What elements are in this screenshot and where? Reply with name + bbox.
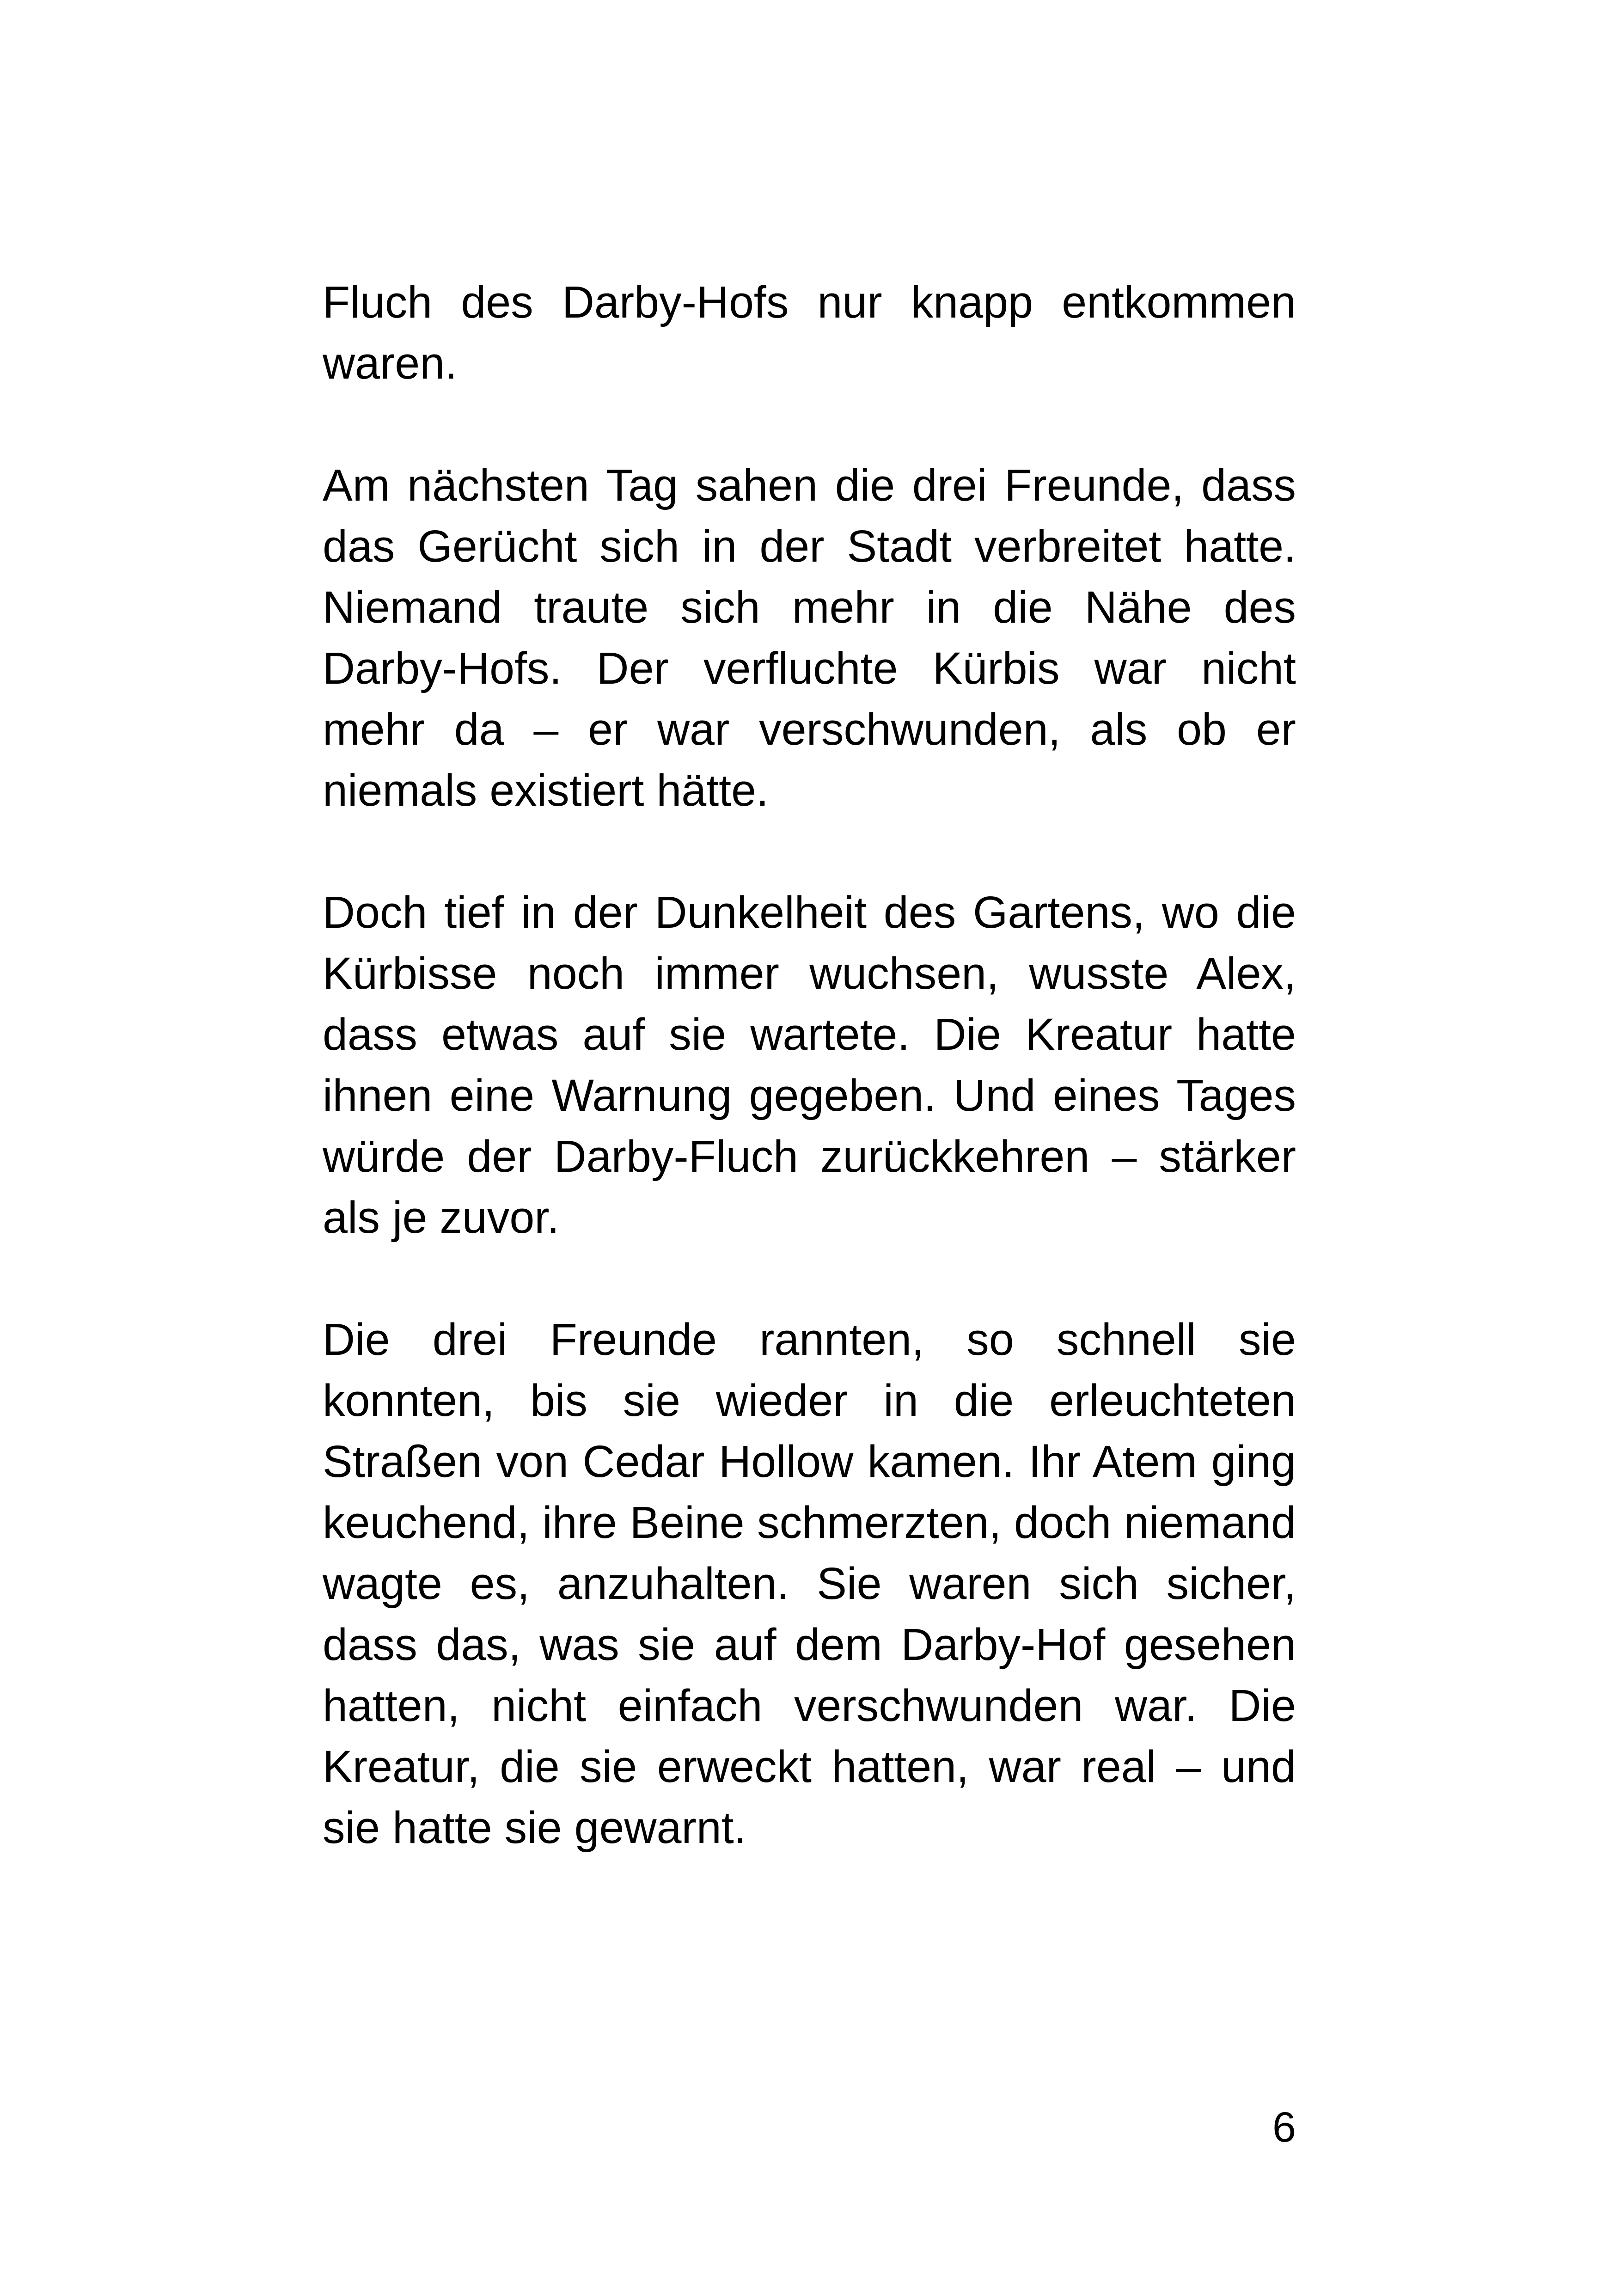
paragraph-2: Am nächsten Tag sahen die drei Freunde, dass das Gerücht sich in der Stadt verbreitet hatte. Niemand traute sich mehr in die Nähe des Darby-Hofs. Der verfluchte Kürbis war nicht mehr da – er war verschwunden, als ob er niemals existiert hätte. (323, 460, 1296, 815)
paragraph-3: Doch tief in der Dunkelheit des Gartens, wo die Kürbisse noch immer wuchsen, wusste Alex, dass etwas auf sie wartete. Die Kreatur hatte ihnen eine Warnung gegeben. Und eines Tages würde der Darby-Fluch zurückkehren – stärker als je zuvor. (323, 887, 1296, 1243)
page-number: 6 (1272, 2104, 1296, 2151)
paragraph-4: Die drei Freunde rannten, so schnell sie konnten, bis sie wieder in die erleuchteten Straßen von Cedar Hollow kamen. Ihr Atem ging keuchend, ihre Beine schmerzten, doch niemand wagte es, anzuhalten. Sie waren sich sicher, dass das, was sie auf dem Darby-Hof gesehen hatten, nicht einfach verschwunden war. Die Kreatur, die sie erweckt hatten, war real – und sie hatte sie gewarnt. (323, 1314, 1296, 1853)
page-text (323, 272, 1296, 1858)
paragraph-1: Fluch des Darby-Hofs nur knapp entkommen waren. (323, 277, 1296, 388)
